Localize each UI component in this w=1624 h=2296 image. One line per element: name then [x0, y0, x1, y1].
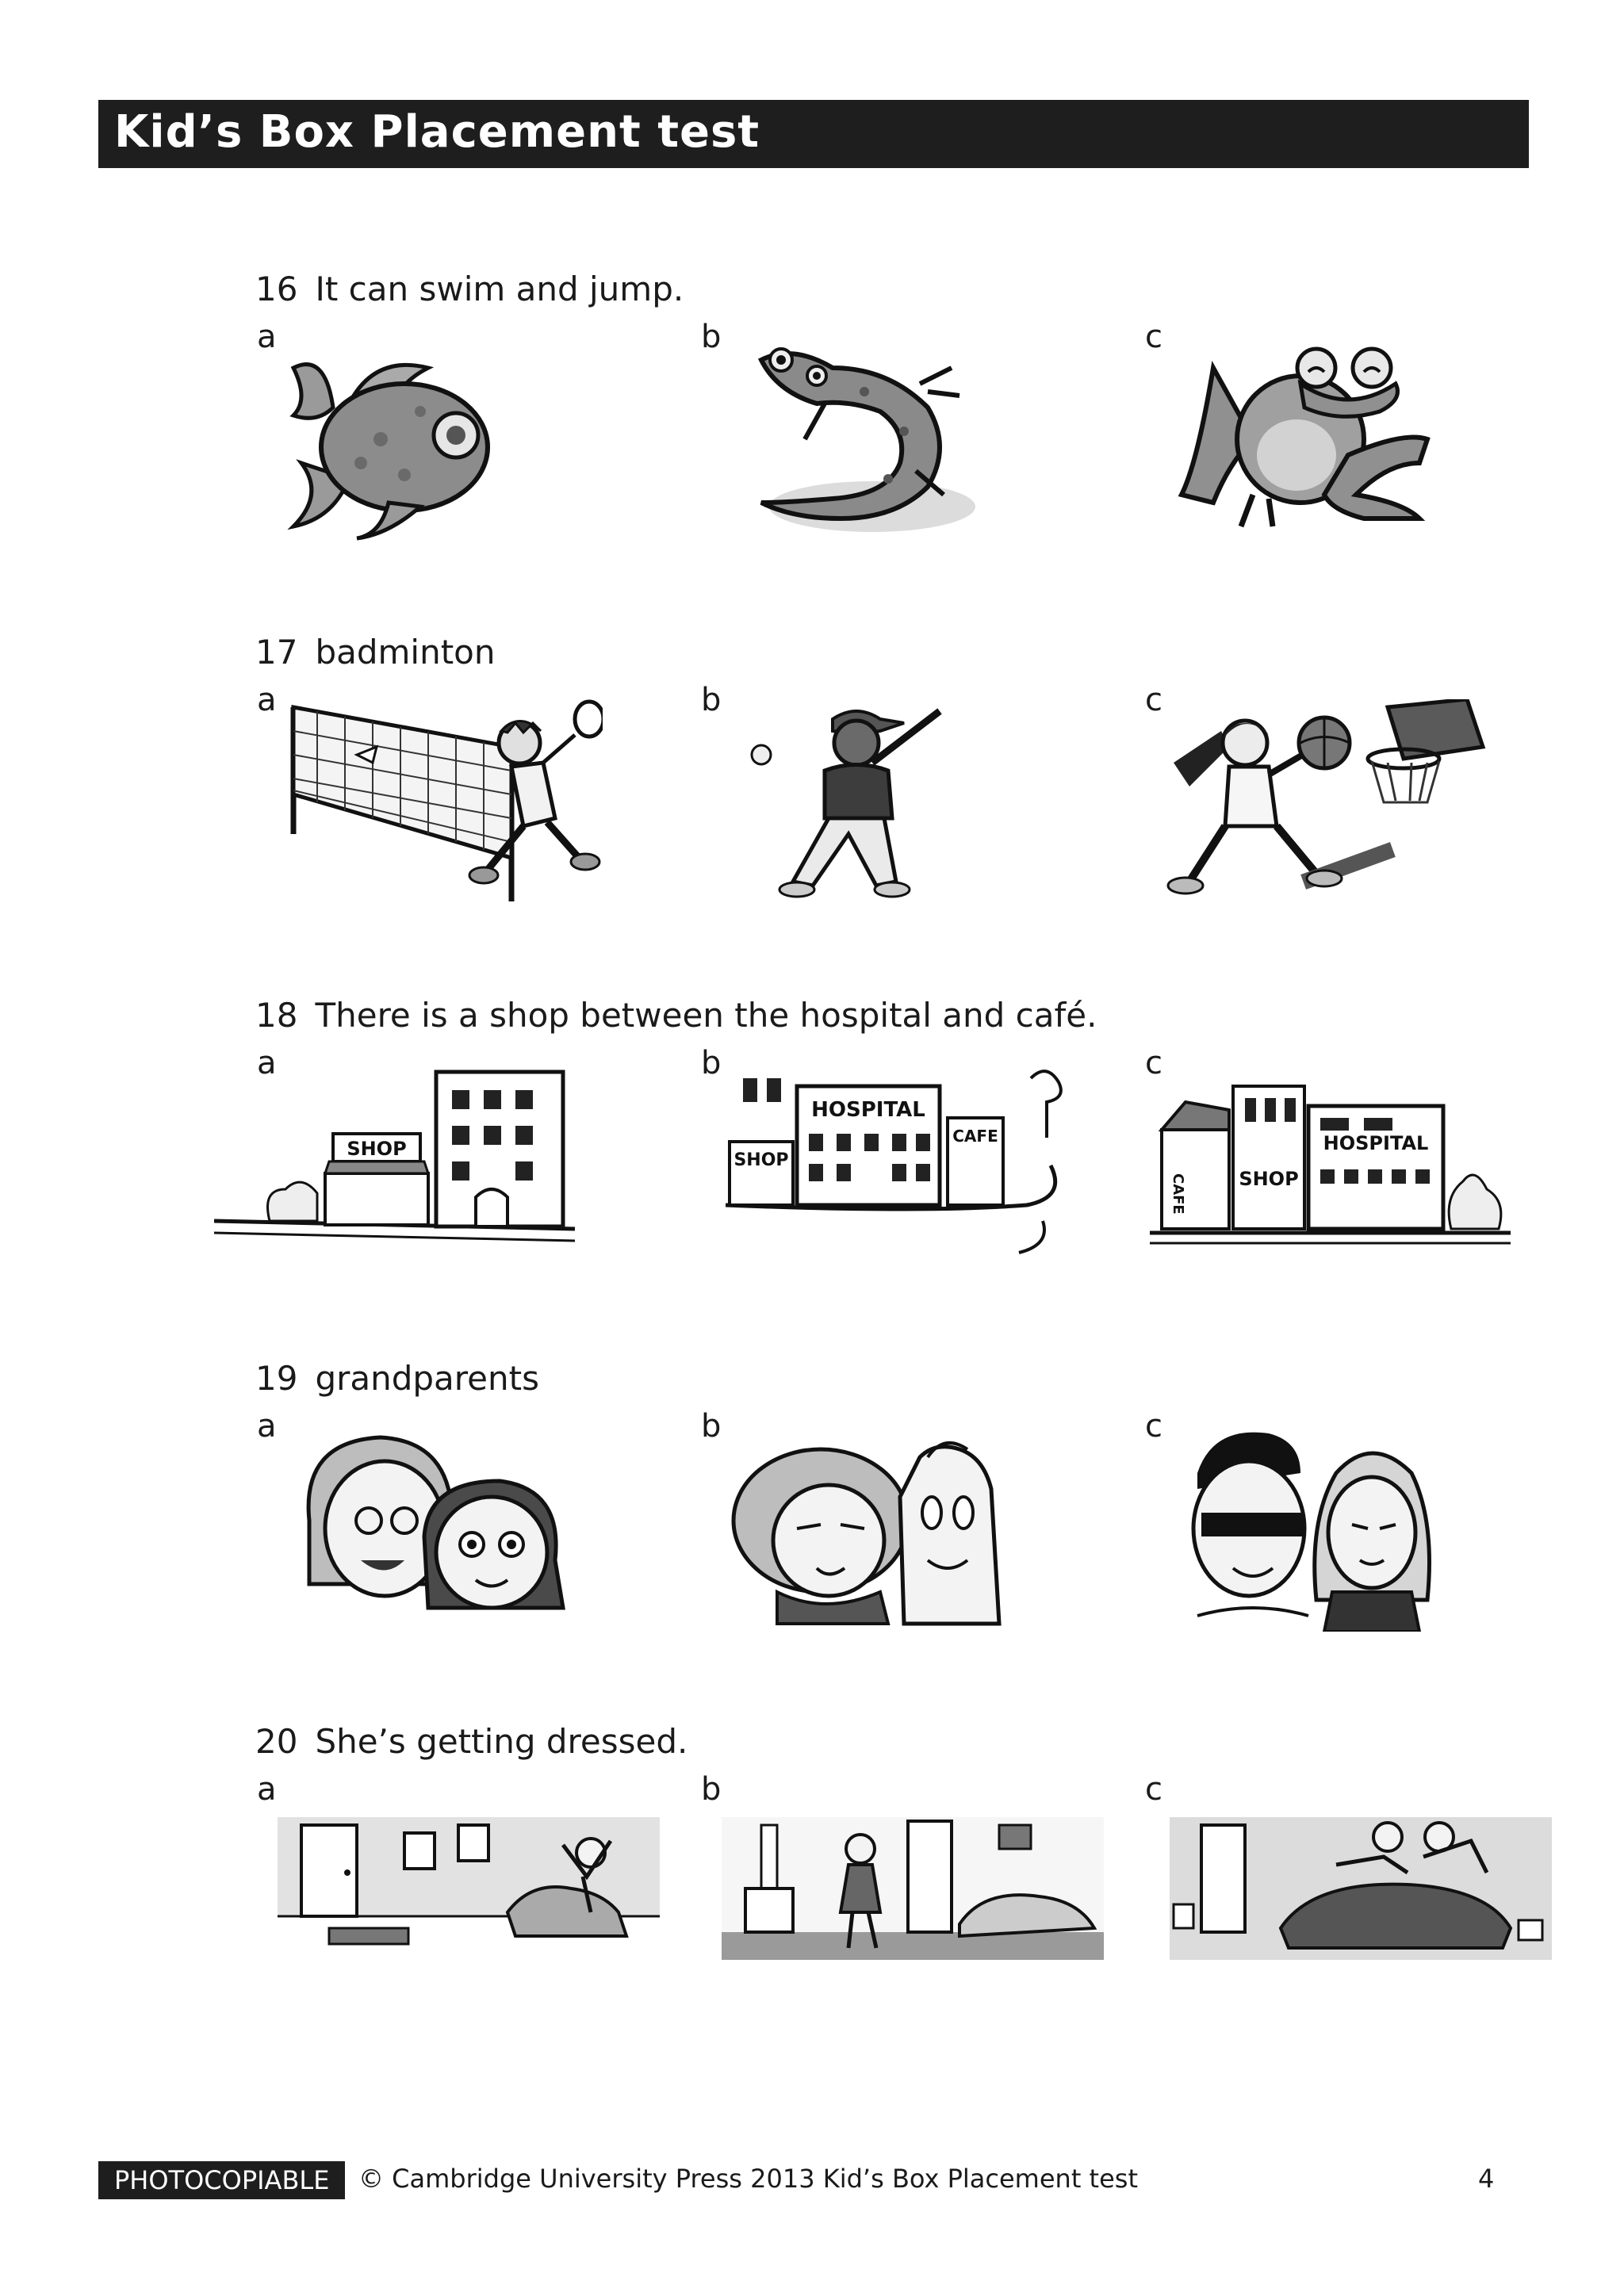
frog-icon[interactable] [1166, 336, 1435, 542]
option-label-b[interactable]: b [701, 1045, 722, 1081]
option-label-a[interactable]: a [257, 1771, 277, 1808]
page-title: Kid’s Box Placement test [114, 106, 760, 158]
question-prompt: She’s getting dressed. [315, 1722, 688, 1761]
option-label-a[interactable]: a [257, 1045, 277, 1081]
option-label-c[interactable]: c [1145, 1771, 1162, 1808]
young-couple-icon[interactable] [1182, 1425, 1451, 1632]
cafe-sign: CAFE [1170, 1173, 1186, 1215]
option-label-b[interactable]: b [701, 682, 722, 718]
option-label-c[interactable]: c [1145, 1408, 1162, 1445]
question-number: 18 [255, 996, 298, 1035]
option-label-b[interactable]: b [701, 319, 722, 355]
question-text [255, 633, 496, 672]
question-number: 17 [255, 633, 298, 672]
question-number: 19 [255, 1359, 298, 1398]
question-text [255, 996, 1097, 1035]
bedroom-scene-icon[interactable] [1170, 1817, 1552, 1960]
header-bar [98, 100, 1529, 168]
question-number: 16 [255, 270, 298, 308]
question-prompt: grandparents [315, 1359, 539, 1398]
question-text [255, 1722, 688, 1761]
question-18 [0, 996, 1624, 1313]
question-20 [0, 1722, 1624, 2039]
shop-sign: SHOP [733, 1150, 789, 1170]
question-text [255, 1359, 539, 1398]
question-number: 20 [255, 1722, 298, 1761]
question-16 [0, 270, 1624, 587]
option-label-b[interactable]: b [701, 1771, 722, 1808]
bedroom-scene-icon[interactable] [278, 1817, 660, 1960]
question-text [255, 270, 684, 308]
question-prompt: badminton [315, 633, 496, 672]
street-scene-icon[interactable] [726, 1062, 1074, 1261]
shop-sign: SHOP [1239, 1168, 1299, 1190]
option-label-a[interactable]: a [257, 319, 277, 355]
option-label-a[interactable]: a [257, 682, 277, 718]
option-label-c[interactable]: c [1145, 1045, 1162, 1081]
hospital-sign: HOSPITAL [811, 1098, 925, 1122]
shop-sign: SHOP [347, 1138, 407, 1160]
question-17 [0, 633, 1624, 950]
option-label-c[interactable]: c [1145, 319, 1162, 355]
two-girls-icon[interactable] [293, 1425, 571, 1632]
hospital-sign: HOSPITAL [1323, 1132, 1429, 1154]
baseball-player-icon[interactable] [745, 699, 959, 905]
option-label-a[interactable]: a [257, 1408, 277, 1445]
basketball-player-icon[interactable] [1158, 699, 1491, 905]
question-prompt: There is a shop between the hospital and café. [315, 996, 1097, 1035]
question-prompt: It can swim and jump. [315, 270, 684, 308]
photocopiable-badge: PHOTOCOPIABLE [98, 2161, 345, 2199]
cafe-sign: CAFE [952, 1127, 998, 1146]
page-number: 4 [1478, 2164, 1495, 2194]
street-scene-icon[interactable] [1150, 1062, 1515, 1253]
option-label-b[interactable]: b [701, 1408, 722, 1445]
option-label-c[interactable]: c [1145, 682, 1162, 718]
question-19 [0, 1359, 1624, 1676]
bedroom-scene-icon[interactable] [722, 1817, 1104, 1960]
grandparents-icon[interactable] [730, 1425, 1015, 1632]
goldfish-icon[interactable] [270, 336, 523, 542]
lizard-icon[interactable] [730, 336, 983, 542]
badminton-player-icon[interactable] [285, 699, 603, 905]
copyright-notice: © Cambridge University Press 2013 Kid’s Box Placement test [358, 2164, 1138, 2194]
street-scene-icon[interactable] [214, 1062, 579, 1253]
